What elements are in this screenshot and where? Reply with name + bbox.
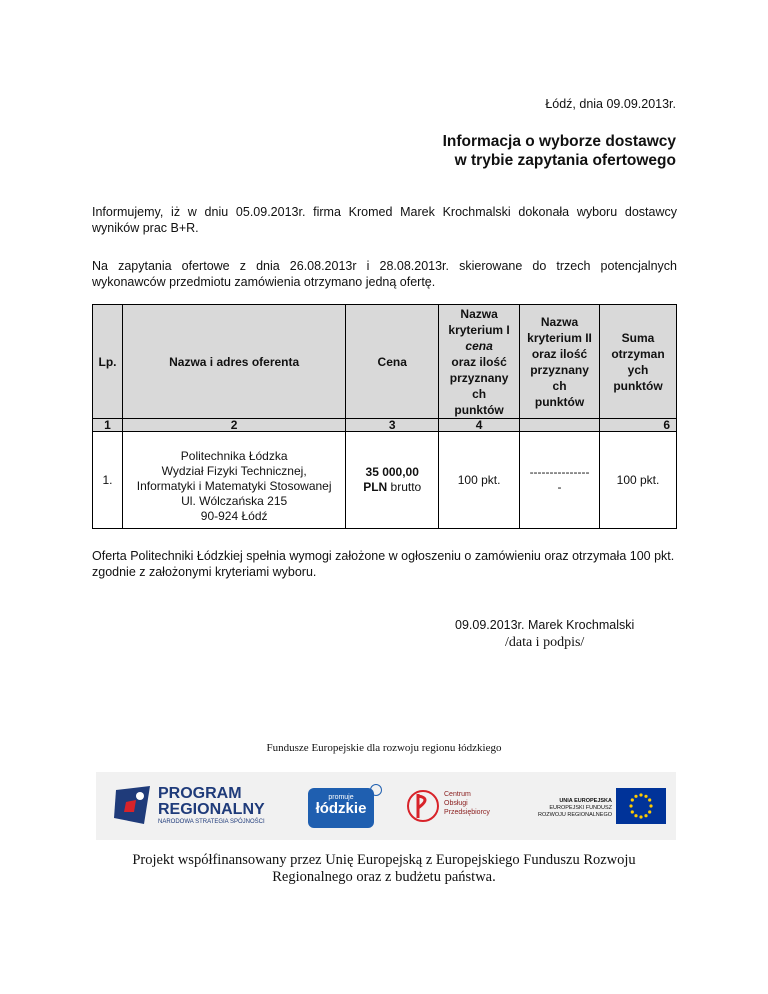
row-lp: 1.: [93, 432, 123, 529]
column-number: [520, 419, 600, 432]
logo-text: EUROPEJSKI FUNDUSZ: [549, 805, 612, 811]
program-regionalny-icon: [110, 782, 158, 830]
document-title: [443, 132, 676, 170]
column-number: 3: [346, 419, 439, 432]
criterion-1-desc: oraz ilość przyznany ch punktów: [449, 354, 509, 417]
logos-strip: [96, 772, 676, 840]
signature-line: 09.09.2013r. Marek Krochmalski: [455, 618, 635, 632]
program-regionalny-logo: [158, 786, 265, 826]
column-number: 4: [439, 419, 520, 432]
criterion-1-title: Nazwa kryterium I: [448, 306, 510, 337]
logo-text: UNIA EUROPEJSKA: [559, 798, 612, 804]
title-line-1: Informacja o wyborze dostawcy: [442, 133, 676, 150]
price-currency: PLN: [363, 480, 388, 494]
header-price: Cena: [346, 305, 439, 419]
row-price: [346, 432, 439, 529]
footer-line-2: Regionalnego oraz z budżetu państwa.: [272, 869, 496, 885]
logo-text: łódzkie: [315, 800, 367, 817]
promuje-lodzkie-logo: [308, 788, 374, 828]
row-sum: 100 pkt.: [600, 432, 677, 529]
centrum-logo-text: [444, 790, 490, 817]
row-name-line: Politechnika Łódzka: [180, 448, 288, 463]
row-criterion-1: 100 pkt.: [439, 432, 520, 529]
criterion-2-dashes: ---------------: [529, 465, 590, 479]
logo-text: ROZWOJU REGIONALNEGO: [538, 812, 612, 818]
logo-text: PROGRAM: [158, 785, 242, 802]
eu-flag-icon: [616, 788, 666, 824]
logo-text: Przedsiębiorcy: [444, 809, 490, 816]
title-line-2: w trybie zapytania ofertowego: [454, 152, 676, 169]
logo-text: NARODOWA STRATEGIA SPÓJNOŚCI: [158, 819, 265, 825]
table-number-row: [93, 419, 677, 432]
row-name: [122, 432, 345, 529]
header-lp: Lp.: [93, 305, 123, 419]
table-row: [93, 432, 677, 529]
logo-text: Centrum: [444, 791, 471, 798]
column-number: 1: [93, 419, 123, 432]
centrum-logo-icon: [406, 786, 440, 826]
column-number: 2: [122, 419, 345, 432]
conclusion-paragraph: Oferta Politechniki Łódzkiej spełnia wymogi założone w ogłoszeniu o zamówieniu oraz otrzymała 100 pkt. zgodnie z założonymi kryteriami wyboru.: [92, 549, 675, 579]
price-suffix: brutto: [387, 480, 422, 494]
signature-block: [455, 616, 634, 652]
registered-icon: [370, 784, 382, 796]
logo-text: promuje: [328, 794, 354, 801]
header-criterion-1: [439, 305, 520, 419]
criterion-1-cena: cena: [465, 338, 493, 353]
row-name-line: Informatyki i Matematyki Stosowanej: [136, 478, 332, 493]
eu-logo-text: [534, 798, 612, 819]
sum-text: Suma otrzyman ych punktów: [611, 330, 665, 393]
row-name-line: Ul. Wólczańska 215: [181, 493, 288, 508]
criterion-2-text: Nazwa kryterium II oraz ilość przyznany ch punktów: [527, 314, 592, 409]
logo-text: Obsługi: [444, 800, 468, 807]
criterion-2-dash: -: [557, 480, 562, 494]
column-number: 6: [600, 419, 677, 432]
header-name: Nazwa i adres oferenta: [122, 305, 345, 419]
logo-text: REGIONALNY: [158, 801, 265, 818]
row-name-line: Wydział Fizyki Technicznej,: [161, 463, 307, 478]
header-criterion-2: [520, 305, 600, 419]
row-name-line: 90-924 Łódź: [200, 508, 268, 523]
price-amount: 35 000,00: [365, 465, 419, 479]
signature-caption: /data i podpis/: [504, 635, 585, 650]
funding-note: Fundusze Europejskie dla rozwoju regionu łódzkiego: [266, 742, 502, 754]
footer-line-1: Projekt współfinansowany przez Unię Europejską z Europejskiego Funduszu Rozwoju: [132, 852, 636, 868]
table-header-row: [93, 305, 677, 419]
row-criterion-2: [520, 432, 600, 529]
document-date: Łódź, dnia 09.09.2013r.: [545, 97, 676, 111]
inquiry-paragraph: Na zapytania ofertowe z dnia 26.08.2013r i 28.08.2013r. skierowane do trzech potencjalnych wykonawców przedmiotu zamówienia otrzymano jedną ofertę.: [92, 259, 677, 289]
header-sum: [600, 305, 677, 419]
offers-table: [92, 304, 677, 529]
intro-paragraph: Informujemy, iż w dniu 05.09.2013r. firma Kromed Marek Krochmalski dokonała wyboru dostawcy wyników prac B+R.: [92, 205, 677, 235]
footer-note: [0, 852, 768, 886]
